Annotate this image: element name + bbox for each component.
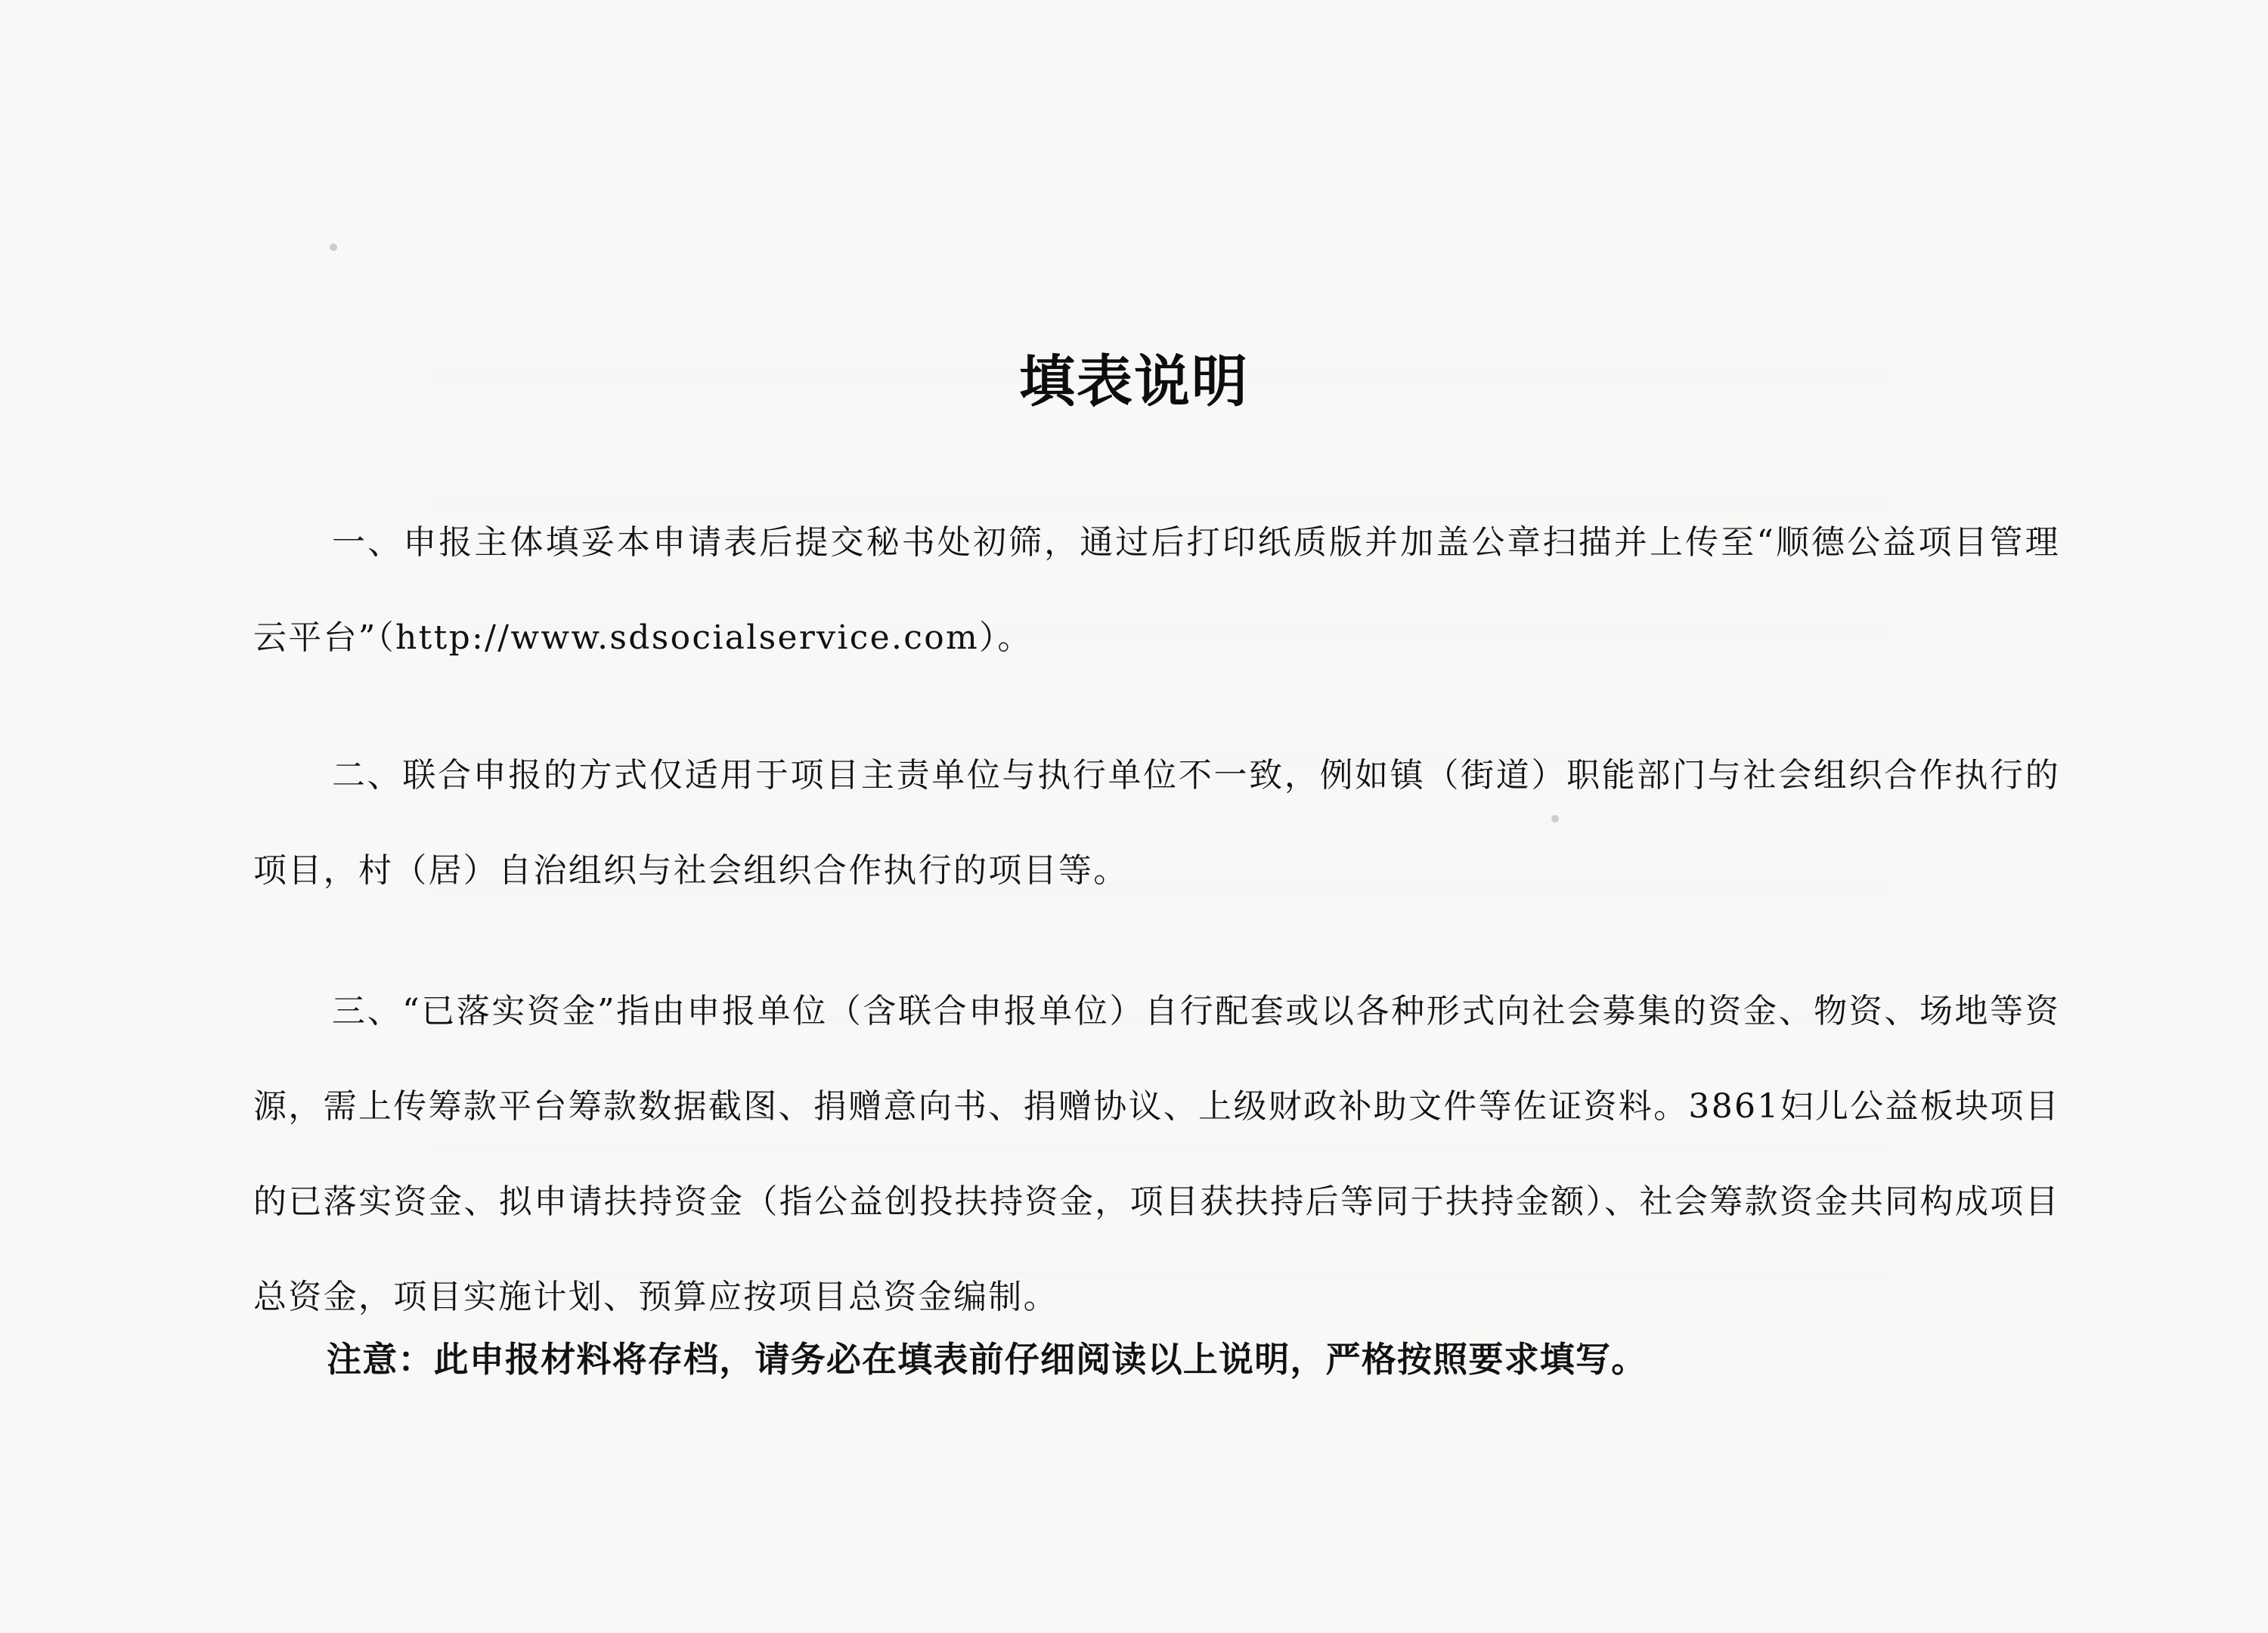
scan-speck [330, 243, 337, 251]
page-title: 填表说明 [1019, 349, 1249, 414]
attention-note: 注意：此申报材料将存档，请务必在填表前仔细阅读以上说明，严格按照要求填写。 [327, 1339, 1647, 1380]
instruction-paragraph-2: 二、联合申报的方式仅适用于项目主责单位与执行单位不一致，例如镇（街道）职能部门与社会组织合作执行的项目，村（居）自治组织与社会组织合作执行的项目等。 [253, 756, 2060, 890]
instruction-paragraph-1: 一、申报主体填妥本申请表后提交秘书处初筛，通过后打印纸质版并加盖公章扫描并上传至“顺德公益项目管理云平台”（http://www.sdsocialservice.com）。 [253, 523, 2060, 657]
instruction-content [253, 495, 2060, 1390]
instruction-paragraph-3: 三、“已落实资金”指由申报单位（含联合申报单位）自行配套或以各种形式向社会募集的资金、物资、场地等资源，需上传筹款平台筹款数据截图、捐赠意向书、捐赠协议、上级财政补助文件等佐证资料。3861妇儿公益板块项目的已落实资金、拟申请扶持资金（指公益创投扶持资金，项目获扶持后等同于扶持金额）、社会筹款资金共同构成项目总资金，项目实施计划、预算应按项目总资金编制。 [253, 992, 2060, 1316]
